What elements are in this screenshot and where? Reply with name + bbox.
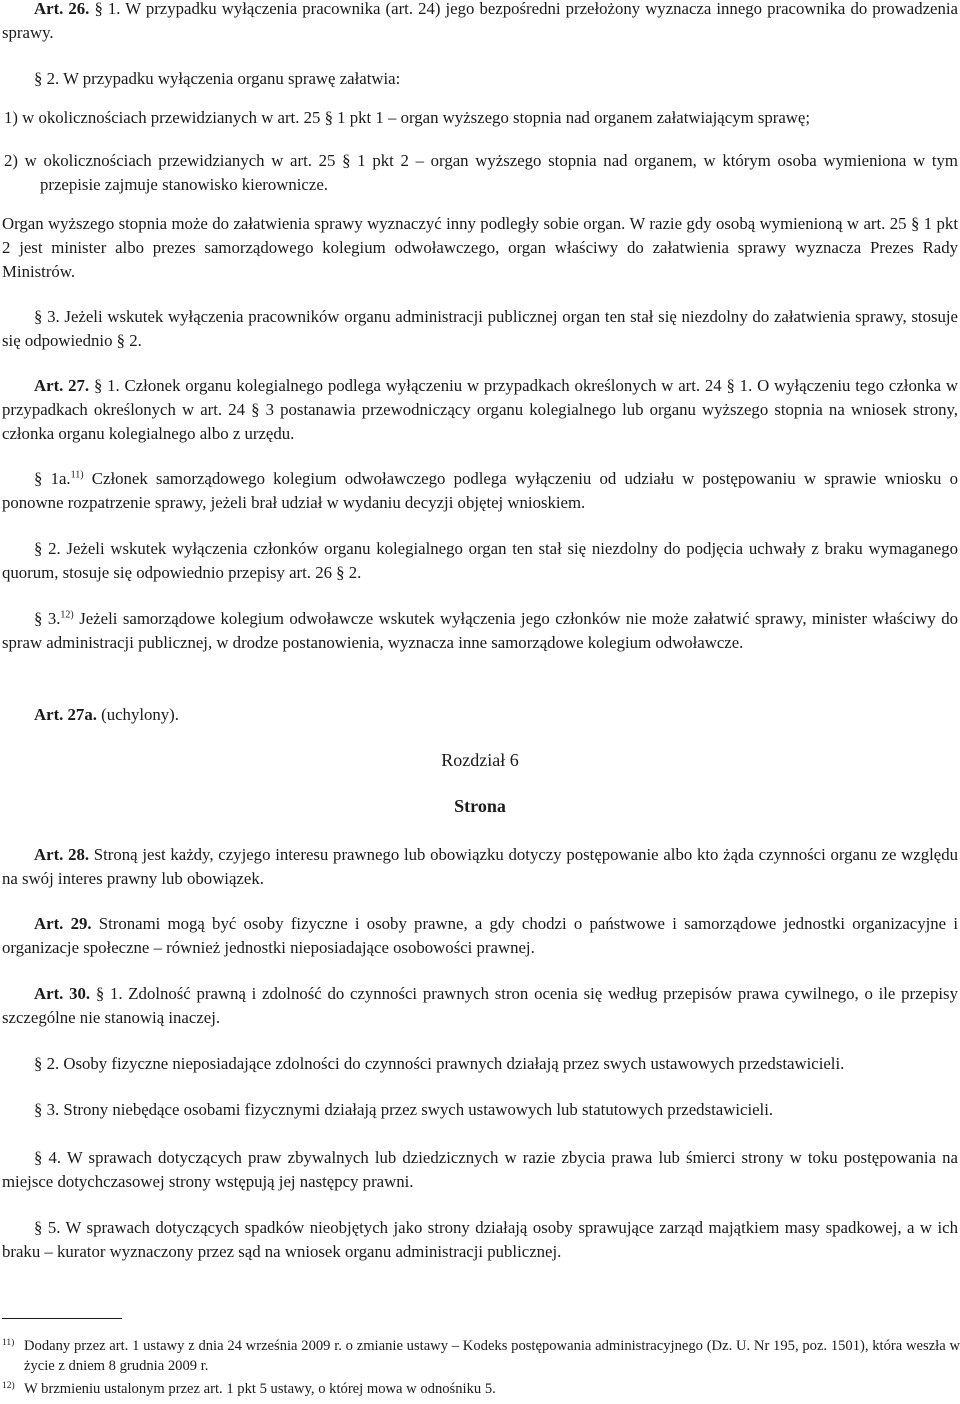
art30-par1-text: § 1. Zdolność prawną i zdolność do czynności prawnych stron ocenia się według przepisów prawa cywilnego, o ile przepisy szczególne nie stanowią inaczej.	[2, 984, 958, 1027]
art30-par5: § 5. W sprawach dotyczących spadków nieobjętych jako strony działają osoby sprawujące zarząd majątkiem masy spadkowej, a w ich braku – kurator wyznaczony przez sąd na wniosek organu administracji publicznej.	[2, 1218, 958, 1261]
art27-par1-text: § 1. Członek organu kolegialnego podlega wyłączeniu w przypadkach określonych w art. 24 § 1. O wyłączeniu tego członka w przypadkach określonych w art. 24 § 3 postanawia przewodniczący organu kolegialnego lub organu wyższego stopnia na wniosek strony, członka organu kolegialnego albo z urzędu.	[2, 376, 958, 443]
art27-par3-lead: § 3.	[34, 609, 61, 628]
art26-item1: 1) w okolicznościach przewidzianych w art. 25 § 1 pkt 1 – organ wyższego stopnia nad organem załatwiającym sprawę;	[4, 108, 811, 127]
art29	[2, 912, 958, 960]
art27-par3-text: Jeżeli samorządowe kolegium odwoławcze wskutek wyłączenia jego członków nie może załatwić sprawy, minister właściwy do spraw administracji publicznej, w drodze postanowienia, wyznacza inne samorządowe kolegium odwoławcze.	[2, 609, 959, 652]
footnote-divider	[2, 1318, 122, 1319]
art29-heading: Art. 29.	[34, 914, 92, 933]
art28-text: Stroną jest każdy, czyjego interesu prawnego lub obowiązku dotyczy postępowanie albo kto żąda czynności organu ze względu na swój interes prawny lub obowiązek.	[2, 845, 958, 888]
art27-par1a-lead: § 1a.	[34, 469, 71, 488]
art30-par3: § 3. Strony niebędące osobami fizycznymi działają przez swych ustawowych lub statutowych przedstawicieli.	[34, 1100, 774, 1119]
art26-par2-continuation: Organ wyższego stopnia może do załatwienia sprawy wyznaczyć inny podległy sobie organ. W razie gdy osobą wymienioną w art. 25 § 1 pkt 2 jest minister albo prezes samorządowego kolegium odwoławczego, organ właściwy do załatwienia sprawy wyznacza Prezes Rady Ministrów.	[2, 214, 958, 281]
footnote-ref-11: 11)	[70, 469, 84, 481]
art28	[2, 843, 958, 891]
art30-heading: Art. 30.	[34, 984, 91, 1003]
art27-par1a-text: Członek samorządowego kolegium odwoławczego podlega wyłączeniu od udziału w postępowaniu w sprawie wniosku o ponowne rozpatrzenie sprawy, jeżeli brał udział w wydaniu decyzji objętej wnioskiem.	[2, 469, 958, 512]
art27-heading: Art. 27.	[34, 376, 90, 395]
footnote-11-text: Dodany przez art. 1 ustawy z dnia 24 września 2009 r. o zmianie ustawy – Kodeks postępowania administracyjnego (Dz. U. Nr 195, poz. 1501), która weszła w życie z dniem 8 grudnia 2009 r.	[24, 1338, 960, 1374]
art26-heading: Art. 26.	[34, 0, 90, 18]
art27a-text: (uchylony).	[101, 705, 179, 724]
art26-par1-text: § 1. W przypadku wyłączenia pracownika (art. 24) jego bezpośredni przełożony wyznacza innego pracownika do prowadzenia sprawy.	[2, 0, 958, 42]
footnote-12-mark: 12)	[2, 1381, 15, 1391]
art27-par1	[2, 374, 958, 446]
art30-par2: § 2. Osoby fizyczne nieposiadające zdolności do czynności prawnych działają przez swych ustawowych przedstawicieli.	[34, 1054, 845, 1073]
footnote-12	[2, 1379, 960, 1399]
art27-par3	[2, 607, 958, 655]
art27-par2: § 2. Jeżeli wskutek wyłączenia członków organu kolegialnego organ ten stał się niezdolny do podjęcia uchwały z braku wymaganego quorum, stosuje się odpowiednio przepisy art. 26 § 2.	[2, 539, 958, 582]
footnote-ref-12: 12)	[60, 609, 74, 621]
art27-par1a	[2, 467, 958, 515]
art26-item2: 2) w okolicznościach przewidzianych w art. 25 § 1 pkt 2 – organ wyższego stopnia nad organem, w którym osoba wymieniona w tym przepisie zajmuje stanowisko kierownicze.	[4, 151, 958, 194]
footnote-11	[2, 1336, 960, 1376]
art26-par3: § 3. Jeżeli wskutek wyłączenia pracowników organu administracji publicznej organ ten stał się niezdolny do załatwienia sprawy, stosuje się odpowiednio § 2.	[2, 307, 958, 350]
art26-par2: § 2. W przypadku wyłączenia organu sprawę załatwia:	[34, 69, 401, 88]
art27a-heading: Art. 27a.	[34, 705, 97, 724]
chapter-number: Rozdział 6	[441, 750, 519, 770]
art27a	[2, 703, 958, 727]
art30-par1	[2, 982, 958, 1030]
art26-par1	[2, 0, 958, 45]
art30-par4: § 4. W sprawach dotyczących praw zbywalnych lub dziedzicznych w razie zbycia prawa lub śmierci strony w toku postępowania na miejsce dotychczasowej strony wstępują jej następcy prawni.	[2, 1148, 958, 1191]
art29-text: Stronami mogą być osoby fizyczne i osoby prawne, a gdy chodzi o państwowe i samorządowe jednostki organizacyjne i organizacje społeczne – również jednostki nieposiadające osobowości prawnej.	[2, 914, 958, 957]
footnote-12-text: W brzmieniu ustalonym przez art. 1 pkt 5 ustawy, o której mowa w odnośniku 5.	[24, 1381, 496, 1397]
chapter-title: Strona	[454, 796, 506, 816]
footnote-11-mark: 11)	[2, 1338, 15, 1348]
art28-heading: Art. 28.	[34, 845, 90, 864]
